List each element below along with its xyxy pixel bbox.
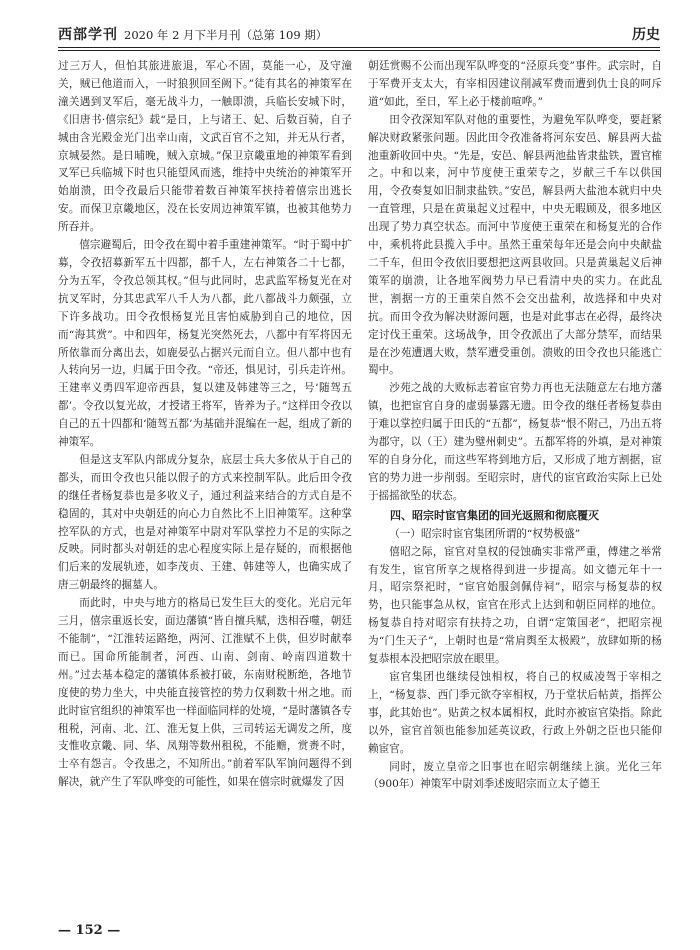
page-number: — 152 — bbox=[58, 923, 121, 938]
paragraph: 田令孜深知军队对他的重要性，为避免军队哗变，要赶紧解决财政紧张问题。因此田令孜准备将河东安邑、解县两大盐池重新收回中央。“先是，安邑、解县两池盐皆隶盐铁，置官榷之。中和以来，河中节度使王重荣专之，岁献三千车以供国用，令孜奏复如旧制隶盐铁。”安邑，解县两大盐池本就归中央一直管理，只是在黄巢起义过程中，中央无暇顾及，很多地区出现了势力真空状态。而河中节度使王重荣在和杨复光的合作中，乘机将此县揽入手中。虽然王重荣每年还是会向中央献盐二千车，但田令孜依旧要想把这两县收回。只是黄巢起义后神策军的崩溃，让各地军阀势力早已看清中央的实力。在此乱世，割据一方的王重荣自然不会交出盐利，故选择和中央对抗。而田令孜为解决财源问题，也是对此事志在必得，最终决定讨伐王重荣。这场战争，田令孜派出了大部分禁军，而结果是在沙苑遭遇大败，禁军遭受重创。溃败的田令孜也只能逃亡蜀中。 bbox=[368, 113, 662, 377]
paragraph: 僖昭之际，宦官对皇权的侵蚀确实非常严重，傅建之举常有发生，宦官所享之规格得到进一步提高。如文德元年十一月，昭宗祭祀时，“宦官始服剑佩侍祠”，昭宗与杨复恭的权势，也只能事急从权，宦官在形式上达到和朝臣同样的地位。杨复恭自持对昭宗有扶持之功，自谓“定策国老”，把昭宗视为“门生天子”，上朝时也是“常肩舆至太极殿”，放肆如斯的杨复恭根本没把昭宗放在眼里。 bbox=[368, 545, 662, 666]
paragraph: 过三万人，但怕其旅进旅退，军心不固，莫能一心，及守潼关，贼已他道而入，一时狼狈回至阙下。”徒有其名的神策军在潼关遇到叉军后，毫无战斗力，一触即溃，兵临长安城下时，《旧唐书·僖宗纪》载“是日，上与诸王、妃、后数百骑，自子城由含光殿金光门出幸山南，文武百官不之知，并无从行者，京城晏然。是日晡晚，贼入京城。”保卫京畿重地的神策军看到叉军已兵临城下时也只能望风而逃，维持中央统治的神策军开始崩溃，田令孜最后只能带着数百神策军挟持着僖宗出逃长安。而保卫京畿地区，没在长安周边神策军镇，也被其他势力所吞并。 bbox=[58, 60, 352, 234]
paragraph: 同时，废立皇帝之旧事也在昭宗朝继续上演。光化三年（900年）神策军中尉刘季述废昭宗而立太子德王 bbox=[368, 760, 662, 791]
paragraph: 僖宗避蜀后，田令孜在蜀中着手重建神策军。“时于蜀中扩募，令孜招募新军五十四都，都千人，左右神策各二十七都，分为五军，令孜总领其权。”但与此同时，忠武监军杨复光在对抗叉军时，分其忠武军八千人为八都，此八都战斗力颇强，立下许多战功。田令孜恨杨复光且害怕威胁到自己的地位，因而“海其赏”。中和四年，杨复光突然死去，八都中有军将因无所依靠而分离出去，如鹿晏弘占据兴元而自立。但八都中也有人转向另一边，归属于田令孜。“帝还，惧见讨，引兵走许州。王建率义勇四军迎帝西县，复以建及韩建等三之，号‘随驾五都’。令孜以复光故，才授诸王将军，皆养为子。”这样田令孜以自己的五十四都和‘随驾五都’为基础并混编在一起，组成了新的神策军。 bbox=[58, 239, 352, 449]
paragraph: 但是这支军队内部成分复杂，底层士兵大多依从于自己的都头，而田令孜也只能以假子的方式来控制军队。此后田令孜的继任者杨复恭也是多收义子，通过利益来结合的方式自是不稳固的，其对中央朝廷的向心力自然比不上旧神策军。这种掌控军队的方式，也是对神策军中尉对军队掌控力不足的实际之反映。同时都头对朝廷的忠心程度实际上是存疑的，而根据他们后来的发展轨迹，如李茂贞、王建、韩建等人，也确实成了唐三朝最终的掘墓人。 bbox=[58, 453, 352, 592]
paragraph: 而此时，中央与地方的格局已发生巨大的变化。光启元年三月，僖宗重返长安，面边藩镇“皆自擅兵赋，迭相吞噬，朝廷不能制”，“江淮转运路绝，两河、江淮赋不上供，但岁时献奉而已。国命所能制者，河西、山南、剑南、岭南四道数十州。”过去基本稳定的藩镇体系被打破，东南财税断绝，各地节度使的势力坐大，中央能直接管控的势力仅剩数十州之地。而此时宦官组织的神策军也一样面临同样的处境，“是时藩镇各专租税，河南、北、江、淮无复上供，三司转运无调发之所，度支惟收京畿、同、华、凤翔等数州租税，不能赡，赏赉不时，士卒有怨言。令孜患之，不知所出。”前着军队军饷问题得不到解决，就产生了军队哗变的可能性，如果在僖宗时就爆发了因 bbox=[58, 597, 352, 789]
header-left bbox=[58, 24, 327, 44]
left-column bbox=[58, 58, 352, 916]
paragraph: 朝廷赏赐不公而出现军队哗变的“泾原兵变”事件。武宗时，自于军费开支太大，有宰相因建议削减军费而遭到仇士良的呵斥道“如此，至日，军上必于楼前喧哗。” bbox=[368, 60, 662, 108]
paragraph: 沙苑之战的大败标志着宦官势力再也无法随意左右地方藩镇，也把宦官自身的虚弱暴露无遗。田令孜的继任者杨复恭由于难以掌控归属于田氏的“五都”，杨复恭“恨不附己，乃出五将为郡守，以（王）建为璧州刺史”。五都军将的外填，是对神策军的自身分化，而这些军将到地方后，又形成了地方割据，宦官的势力进一步削弱。至昭宗时，唐代的宦官政治实际上已处于摇摇欲坠的状态。 bbox=[368, 382, 662, 502]
right-column bbox=[368, 58, 662, 916]
sub-heading: （一）昭宗时宦官集团所谓的“权势极盛” bbox=[389, 527, 581, 540]
header-rule-thick bbox=[58, 47, 660, 48]
section-heading: 四、昭宗时宦官集团的回光返照和彻底覆灭 bbox=[390, 508, 599, 522]
issue-info: 2020 年 2 月下半月刊（总第 109 期） bbox=[124, 28, 328, 42]
paragraph: 宦官集团也继续侵蚀相权，将自己的权威凌驾于宰相之上，“杨复恭、西门季元欲夺宰相权，乃于堂状后帖黄，指挥公事，此其始也”。贴黄之权本属相权，此时亦被宦官染指。除此以外，宦官首领也能参加延英议政，行政上外朝之臣也只能仰赖宦官。 bbox=[368, 671, 662, 755]
section-label: 历史 bbox=[632, 27, 660, 43]
journal-title: 西部学刊 bbox=[58, 27, 118, 43]
page-header bbox=[58, 20, 660, 44]
header-rule-thin bbox=[58, 50, 660, 51]
